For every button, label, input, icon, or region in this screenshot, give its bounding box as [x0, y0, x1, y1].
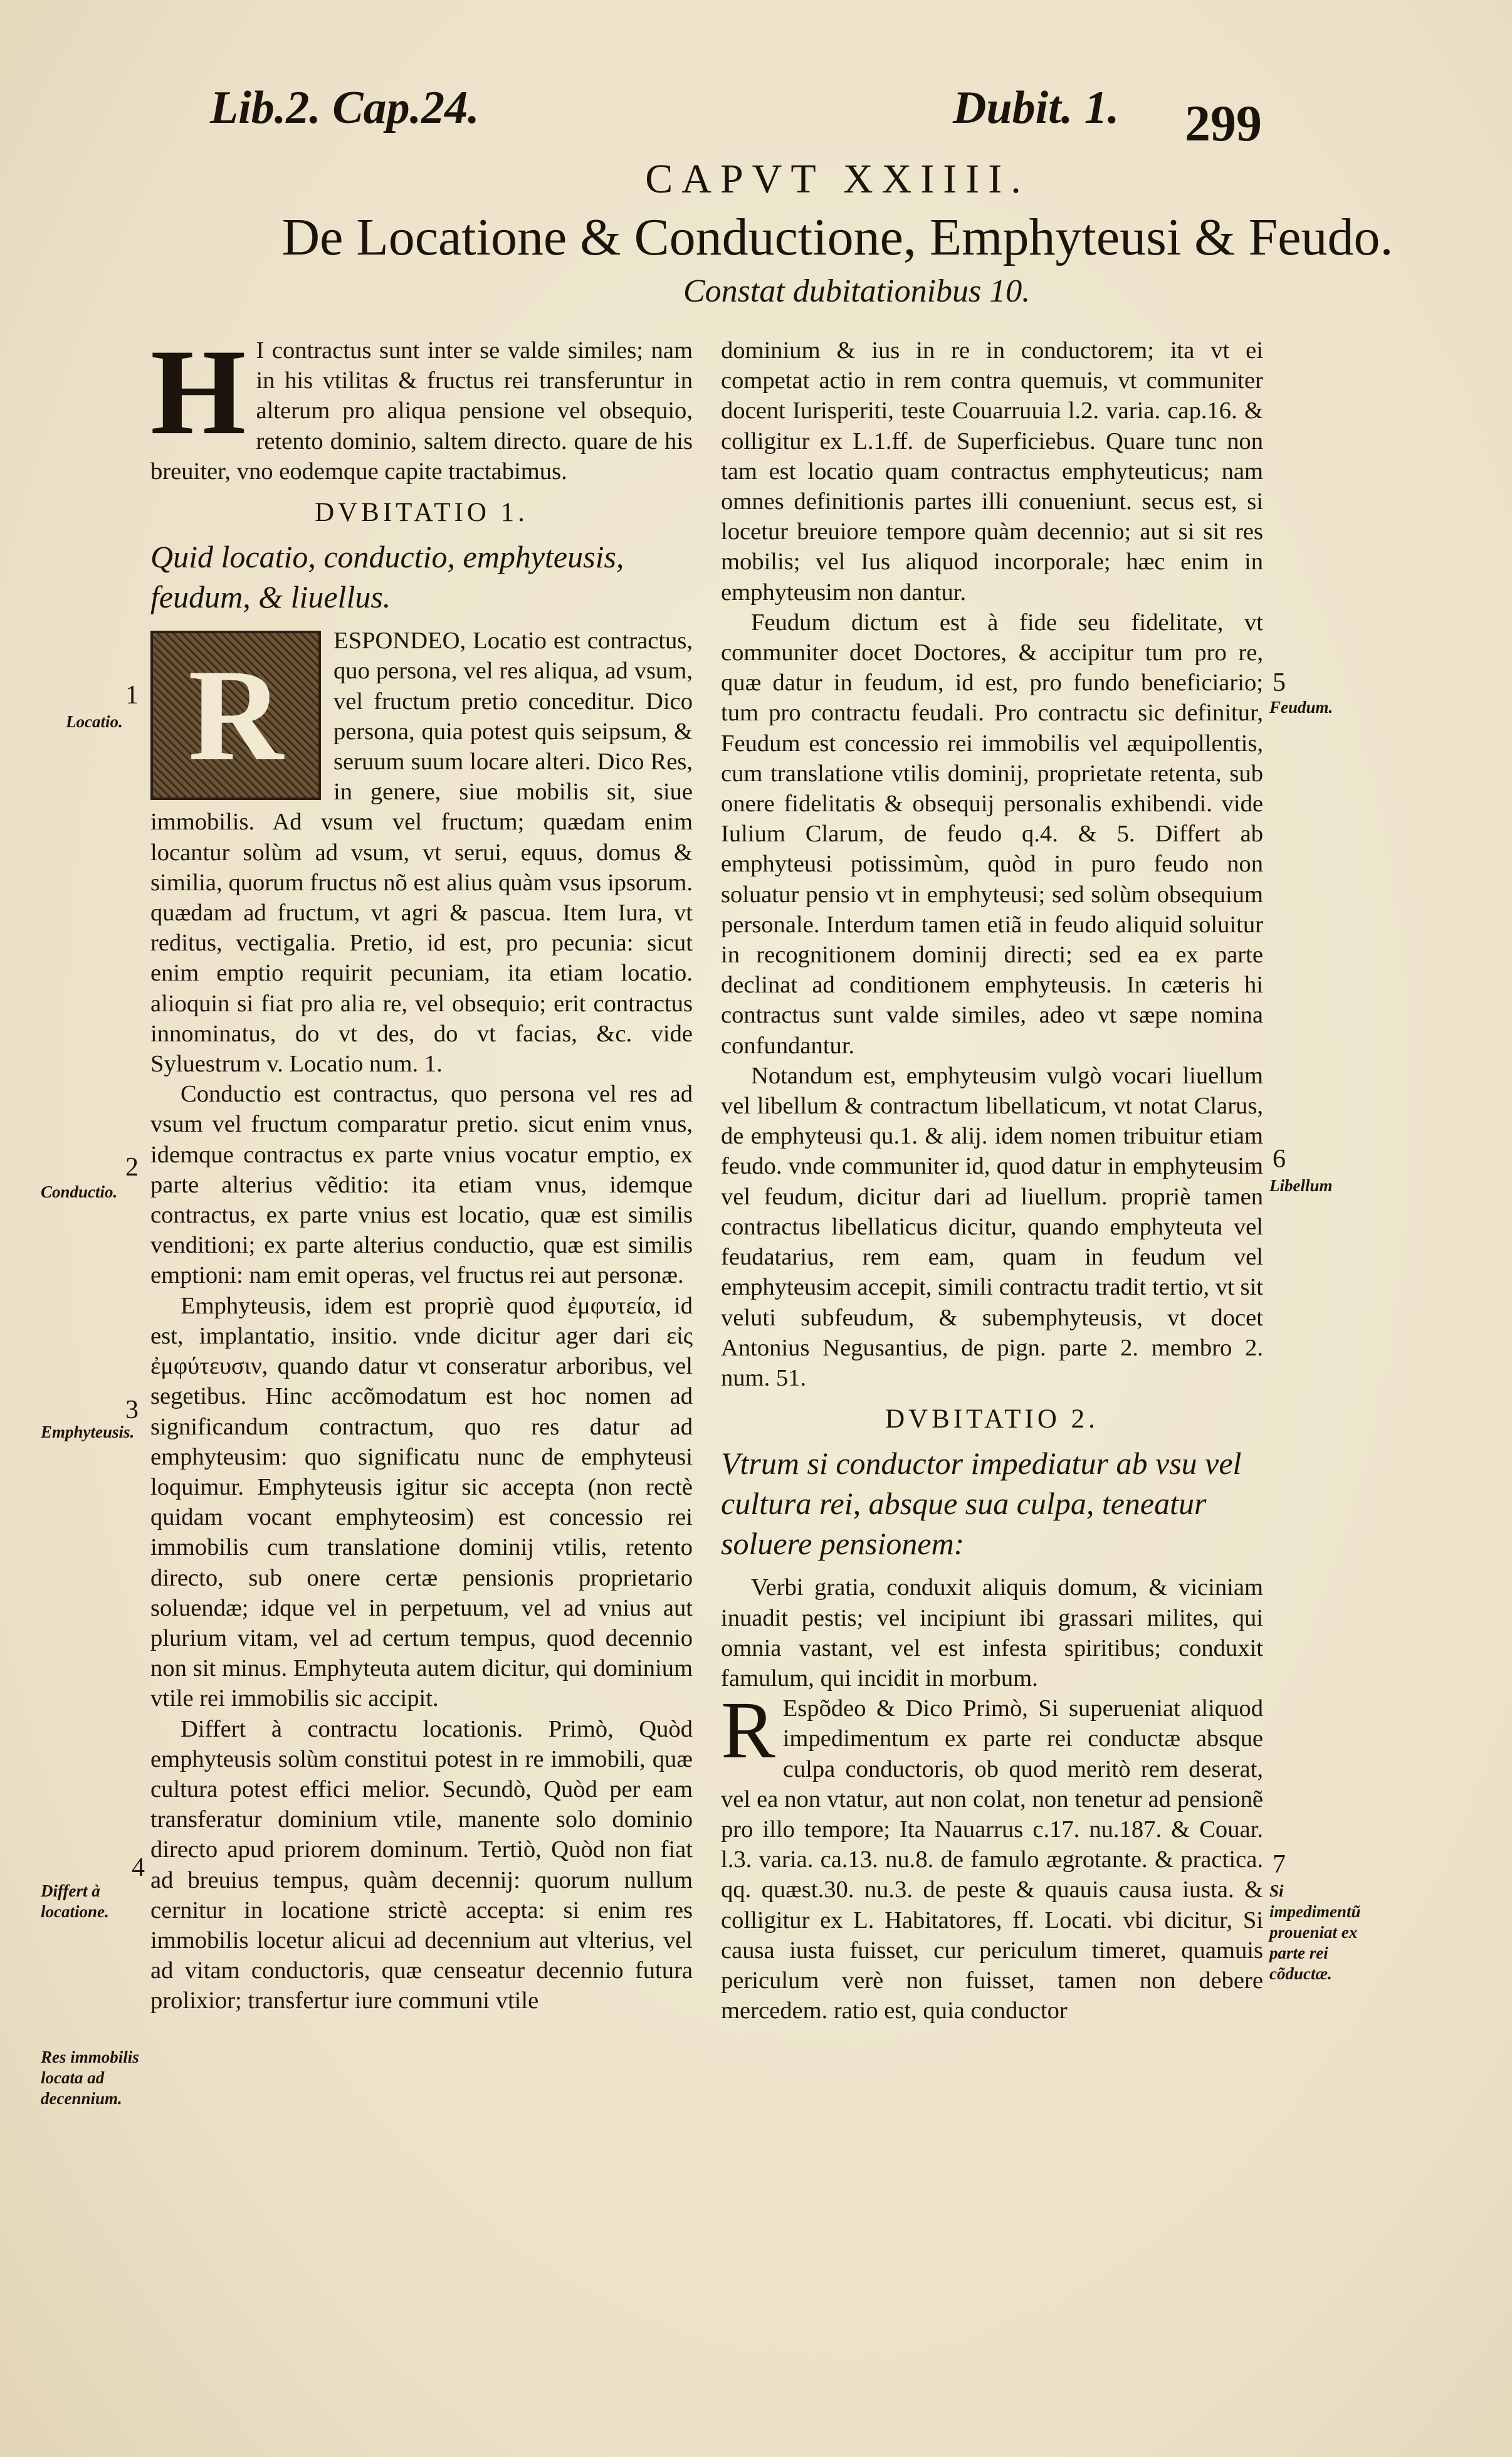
running-head-left: Lib.2. Cap.24.: [210, 82, 480, 134]
margin-note-emphyteusis: Emphyteusis.: [41, 1423, 135, 1441]
page-number: 299: [1185, 95, 1262, 152]
dominium-paragraph: dominium & ius in re in conductorem; ita vt ei competat actio in rem contra quemuis, vt communiter docent Iurisperiti, teste Couarruuia l.2. varia. cap.16. & colligitur ex L.1.ff. de Superficiebus. Quare tunc non tam est locatio quam contractus emphyteuticus; nam omnes definitionis partes illi conueniunt. secus est, si locetur breuiore tempore quàm decennio; aut si sit res mobilis; vel Ius aliquod incorporale; hæc enim in emphyteusim non dantur.: [721, 337, 1263, 606]
margin-number-3: 3: [125, 1396, 139, 1424]
dubitatio-2-question: Vtrum si conductor impediatur ab vsu vel cultura rei, absque sua culpa, teneatur soluere pensionem:: [721, 1446, 1242, 1562]
ornamental-initial-letter: R: [188, 643, 283, 789]
respondeo-text: Espõdeo & Dico Primò, Si superueniat aliquod impedimentum ex parte rei conductæ absque culpa conductoris, ob quod meritò rem deserat, vel ea non vtatur, aut non colat, non tenetur ad pensionẽ pro illo tempore; Ita Nauarrus c.17. nu.187. & Couar. l.3. varia. ca.13. nu.8. de famulo ægrotante. & practica. qq. quæst.30. nu.3. de peste & quauis causa iusta. & colligitur ex L. Habitatores, ff. Locati. vbi dicitur, Si causa iusta fuisset, cur periculum timeret, quamuis periculum verè non fuisset, tamen non debere mercedem. ratio est, quia conductor: [721, 1695, 1263, 2024]
verbi-gratia-paragraph: Verbi gratia, conduxit aliquis domum, & viciniam inuadit pestis; vel incipiunt ibi grassari milites, qui omnia vastant, vel est infesta spiritibus; conduxit famulum, qui incidit in morbum.: [721, 1574, 1263, 1691]
dubitatio-2-heading: DVBITATIO 2.: [885, 1404, 1099, 1434]
right-column: [721, 335, 1263, 2026]
margin-note-differt: Differt à locatione.: [41, 1881, 109, 1921]
locatio-text: ESPONDEO, Locatio est contractus, quo persona, vel res aliqua, ad vsum, vel fructum pretio conceditur. Dico persona, quia potest quis seipsum, & seruum suum locare alteri. Dico Res, in genere, siue mobilis sit, siue immobilis. Ad vsum vel fructum; quædam enim locantur solùm ad vsum, vt serui, equus, domus & similia, quorum fructus nõ est alius quàm vsus ipsorum. quædam ad fructum, vt agri & pascua. Item Iura, vt reditus, vectigalia. Pretio, id est, pro pecunia: sicut enim emptio requirit pecuniam, ita etiam locatio. alioquin si fiat pro alia re, vel obsequio; erit contractus innominatus, do vt des, do vt facias, &c. vide Syluestrum v. Locatio num. 1.: [150, 628, 693, 1078]
chapter-number: CAPVT XXIIII.: [645, 156, 1030, 202]
locatio-paragraph: [150, 626, 693, 1079]
margin-note-conductio: Conductio.: [41, 1182, 118, 1201]
margin-number-4: 4: [132, 1853, 145, 1882]
dubitatio-1-question: Quid locatio, conductio, emphyteusis, feudum, & liuellus.: [150, 539, 624, 615]
margin-number-5: 5: [1273, 668, 1286, 697]
margin-note-locatio: Locatio.: [66, 712, 123, 731]
respondeo-paragraph: [721, 1685, 1263, 2026]
dubitatio-1-heading: DVBITATIO 1.: [315, 498, 528, 528]
respondeo-initial: R: [721, 1685, 775, 1776]
margin-note-libellum: Libellum: [1269, 1176, 1333, 1195]
margin-number-6: 6: [1273, 1145, 1286, 1174]
intro-text: I contractus sunt inter se valde similes; nam in his vtilitas & fructus rei transferuntur in alterum pro aliqua pensione vel obsequio, retento dominio, saltem directo. quare de his breuiter, vno eodemque capite tractabimus.: [150, 337, 693, 485]
intro-paragraph: [150, 324, 693, 487]
margin-note-feudum: Feudum.: [1269, 698, 1333, 717]
left-column: [150, 324, 693, 2016]
conductio-paragraph: Conductio est contractus, quo persona vel res ad vsum vel fructum comparatur pretio. sicut enim vnus, idemque contractus ex parte vnius vocatur emptio, ex parte alterius vẽditio: ita etiam vnus, idemque contractus, ex parte vnius est locatio, quæ est similis venditioni; ex parte alterius conductio, quæ est similis emptioni: nam emit operas, vel fructus rei aut personæ.: [150, 1081, 693, 1289]
margin-number-1: 1: [125, 681, 139, 710]
feudum-paragraph: Feudum dictum est à fide seu fidelitate, vt communiter docet Doctores, & accipitur tum pro re, quæ datur in feudum, id est, pro fundo beneficiario; tum pro contractu feudali. Pro contractu sic definitur, Feudum est concessio rei immobilis vel æquipollentis, cum translatione vtilis dominij, proprietate retenta, sub onere fidelitatis & obsequij personalis exhibendi. vide Iulium Clarum, de feudo q.4. & 5. Differt ab emphyteusi potissimùm, quòd in puro feudo non soluatur pensio vt in emphyteusi; sed solùm obsequium personale. Interdum tamen etiã in feudo aliquid soluitur in recognitionem dominij directi; sed ea ex parte declinat ad conditionem emphyteusis. In cæteris hi contractus sunt valde similes, adeo vt sæpe nomina confundantur.: [721, 609, 1263, 1059]
emphyteusis-paragraph: Emphyteusis, idem est propriè quod ἐμφυτεία, id est, implantatio, insitio. vnde dicitur ager dari εἰς ἐμφύτευσιν, quando datur vt conseratur arboribus, vel segetibus. Hinc accõmodatum est hoc nomen ad significandum contractum, quo res datur ad emphyteusim: quo significatu nunc de emphyteusi loquimur. Emphyteusis igitur sic accepta (non rectè quidam vocant emphyteosim) est concessio rei immobilis cum translatione dominij vtilis, retento directo, sub onere certæ pensionis proprietario soluendæ; idque vel in perpetuum, vel ad vnius aut plurium vitam, vel ad certum tempus, quod decennio non sit minus. Emphyteuta autem dicitur, qui dominium vtile rei immobilis sic accipit.: [150, 1292, 693, 1712]
margin-note-res-immobilis: Res immobilis locata ad decennium.: [41, 2048, 139, 2108]
chapter-title: De Locatione & Conductione, Emphyteusi & Feudo.: [281, 208, 1394, 266]
notandum-paragraph: Notandum est, emphyteusim vulgò vocari liuellum vel libellum & contractum libellaticum, vt notat Clarus, de emphyteusi qu.1. & alij. idem nomen tribuitur etiam feudo. vnde communiter id, quod datur in emphyteusim vel feudum, dicitur dari ad liuellum. propriè tamen contractus libellaticus dicitur, quando emphyteuta vel feudatarius, rem eam, quam in feudum vel emphyteusim accepit, simili contractu tradit tertio, vt sit veluti subfeudum, & subemphyteusis, vt docet Antonius Negusantius, de pign. parte 2. membro 2. num. 51.: [721, 1062, 1263, 1391]
chapter-summary: Constat dubitationibus 10.: [683, 273, 1031, 309]
margin-number-7: 7: [1273, 1850, 1286, 1879]
running-head-right: Dubit. 1.: [953, 82, 1120, 134]
margin-note-impedimentum: Si impedimentũ proueniat ex parte rei cõductæ.: [1269, 1881, 1361, 1983]
intro-initial: H: [150, 324, 246, 460]
differt-paragraph: Differt à contractu locationis. Primò, Quòd emphyteusis solùm constitui potest in re immobili, quæ cultura potest effici melior. Secundò, Quòd per eam transferatur dominium vtile, manente solo dominio directo apud priorem dominum. Tertiò, Quòd non fiat ad breuius tempus, quàm decennij: quorum nullum cernitur in locatione strictè accepta: si enim res immobilis locetur alicui ad decennium aut vlterius, vel ad vitam conductoris, quæ censeatur decennio futura prolixior; transfertur iure communi vtile: [150, 1715, 693, 2014]
margin-number-2: 2: [125, 1153, 139, 1182]
ornamental-initial: [150, 631, 321, 800]
